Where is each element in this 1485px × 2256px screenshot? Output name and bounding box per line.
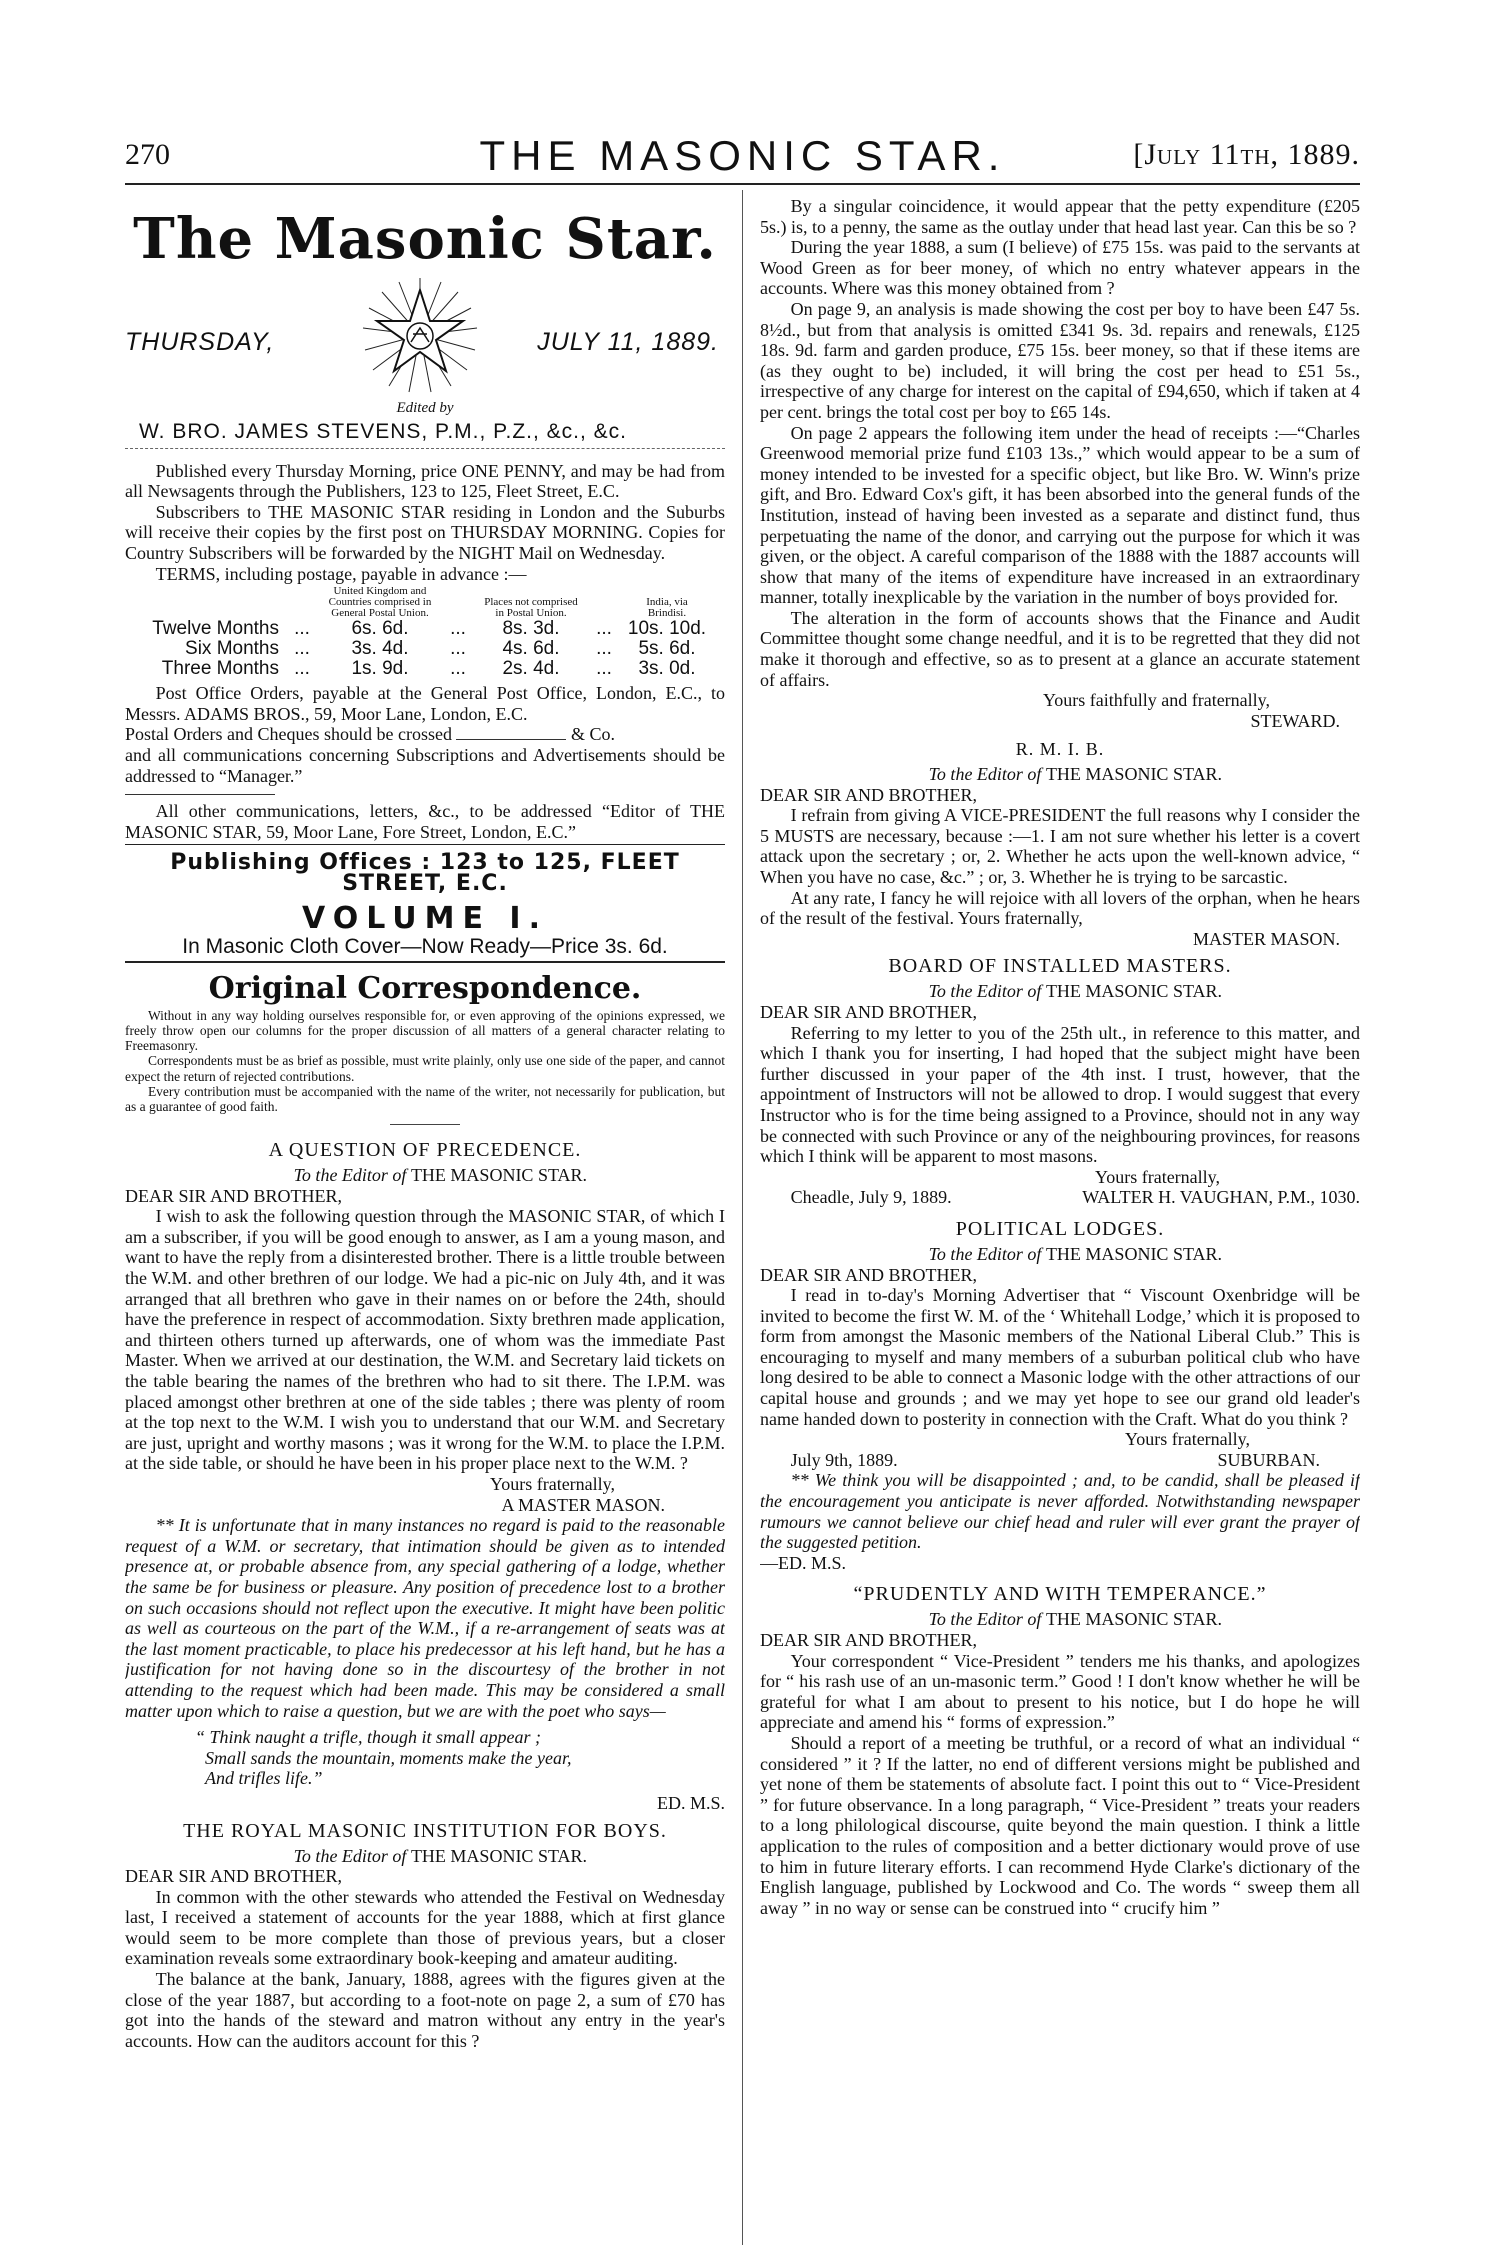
correspondence-disclaimer: Without in any way holding ourselves responsible for, or even approving of the opinions expressed, we freely throw open our columns for the proper discussion of all matters of a general character relating to Freemasonry. Correspondents must be as brief as possible, must write plainly, only use one side of the paper, and cannot expect the return of rejected contributions. Every contribution must be accompanied with the name of the writer, not necessarily for publication, but as a guarantee of good faith. [125, 1007, 725, 1114]
letter-signature-line: Cheadle, July 9, 1889. WALTER H. VAUGHAN, P.M., 1030. [790, 1187, 1360, 1208]
subscribers-notice: Subscribers to THE MASONIC STAR residing in London and the Suburbs will receive their copies by the first post on THURSDAY MORNING. Copies for Country Subscribers will be forwarded by the NIGHT Mail on Wednesday. [125, 501, 725, 563]
letter-addressee: To the Editor of THE MASONIC STAR. [928, 764, 1223, 785]
rule [390, 1124, 460, 1125]
cloth-cover-notice: In Masonic Cloth Cover—Now Ready—Price 3s. 6d. [125, 937, 725, 964]
editor-address: All other communications, letters, &c., to be addressed “Editor of THE MASONIC STAR, 59, Moor Lane, Fore Street, London, E.C.” [125, 801, 725, 845]
table-row: Six Months ... 3s. 4d. ... 4s. 6d. ... 5s. 6d. [185, 638, 696, 660]
editor-name: W. BRO. JAMES STEVENS, P.M., P.Z., &c., &c. [139, 419, 627, 443]
quoted-verse: “ Think naught a trifle, though it small appear ; Small sands the mountain, moments make the year, And trifles life.” [195, 1727, 572, 1789]
letter-title: R. M. I. B. [1015, 739, 1105, 760]
letter-addressee: To the Editor of THE MASONIC STAR. [928, 1243, 1223, 1264]
letter-addressee: To the Editor of THE MASONIC STAR. [293, 1845, 588, 1866]
letter-body: In common with the other stewards who attended the Festival on Wednesday last, I received a statement of accounts for the year 1888, which at first glance would seem to be more complete than those of previous years, but a closer examination reveals some extraordinary book-keeping and amateur auditing. [125, 1886, 725, 1969]
letter-salutation: DEAR SIR AND BROTHER, [760, 1001, 978, 1022]
running-title: THE MASONIC STAR. [479, 132, 1006, 179]
price-col-header: Places not comprised in Postal Union. [484, 596, 578, 620]
column-divider [742, 190, 743, 2245]
letter-body: I refrain from giving A VICE-PRESIDENT the full reasons why I consider the 5 MUSTS are necessary, because :—1. I am not sure whether his letter is a covert attack upon the secretary ; or, 2. Whether he acts upon the well-known advice, “ When you have no case, &c.” ; or, 3. Whether he is trying to be sarcastic. [760, 805, 1360, 887]
terms-heading: TERMS, including postage, payable in advance :— [155, 563, 527, 584]
letter-body: On page 2 appears the following item under the head of receipts :—“Charles Greenwood memorial prize fund £103 13s.,” which would appear to be a sum of money intended to be invested for a specific object, but like Bro. W. Winn's prize gift, and Bro. Edward Cox's gift, it has been absorbed into the general funds of the Institution, instead of having been invested as a separate and distinct fund, thus perpetuating the name of the donor, and carrying out the purpose for which it was given, or the object. A careful comparison of the 1888 with the 1887 accounts will show that many of the items of expenditure have increased in an extraordinary manner, totally inexplicable by the variation in the number of boys provided for. [760, 422, 1360, 608]
letter-body: The balance at the bank, January, 1888, agrees with the figures given at the close of the year 1887, but according to a foot-note on page 2, a sum of £70 has got into the hands of the steward and matron without any entry in the year's accounts. How can the auditors account for this ? [125, 1969, 725, 2051]
letter-salutation: DEAR SIR AND BROTHER, [760, 1630, 978, 1650]
letter-salutation: DEAR SIR AND BROTHER, [760, 784, 978, 805]
header-rule [125, 183, 1360, 185]
letter-title: POLITICAL LODGES. [955, 1217, 1165, 1240]
letter-closing: Yours fraternally, [490, 1474, 615, 1495]
editor-note: ** We think you will be disappointed ; and, to be candid, shall be pleased if the encouragement you anticipate is never afforded. Notwithstanding newspaper rumours we cannot believe our chief head and ruler will ever grant the prayer of the suggested petition. [760, 1470, 1360, 1553]
edited-by-label: Edited by [396, 400, 454, 416]
letter-salutation: DEAR SIR AND BROTHER, [760, 1264, 978, 1285]
letter-body: Referring to my letter to you of the 25th ult., in reference to this matter, and which I thank you for inserting, I had hoped that the subject might have been further discussed in your paper of the 4th inst. I trust, however, that the appointment of Instructors will not be allowed to drop. I would suggest that every Instructor who is for the time being assigned to a Province, should not in any way be connected with such Province or any of the neighbouring provinces, for reasons which I think will be apparent to most masons. [760, 1022, 1360, 1167]
masthead-emblem-row [125, 276, 725, 394]
letter-body: By a singular coincidence, it would appear that the petty expenditure (£205 5s.) is, to a penny, the same as the outlay under that head last year. Can this be so ? [760, 196, 1360, 237]
running-header [125, 124, 1360, 182]
letter-body: Should a report of a meeting be truthful, or a record of what an individual “ considered ” it ? If the latter, no end of different versions might be published and yet none of them be statements of absolute fact. I point this out to “ Vice-President ” for future observance. In a long paragraph, “ Vice-President ” treats your readers to a long philological discourse, quite beyond the main question. I think a little application to the rules of composition and a better dictionary would prove of use to him in future literary efforts. I can recommend Hyde Clarke's dictionary of the English language, published by Lockwood and Co. The words “ sweep them all away ” in no way or sense can be construed into “ crucify him ” [760, 1732, 1360, 1918]
section-heading: Original Correspondence. [208, 971, 642, 1007]
left-column [125, 196, 725, 2244]
letter-body: I read in to-day's Morning Advertiser that “ Viscount Oxenbridge will be invited to become the first W. M. of the ‘ Whitehall Lodge,’ which it is proposed to form from amongst the Masonic members of the National Liberal Club.” This is encouraging to myself and many members of a suburban political club who have long desired to be able to connect a Masonic lodge with the other attractions of our capital house and grounds ; and we may yet hope to see our grand old leader's name handed down to posterity in connection with the Craft. What do you think ? [760, 1285, 1360, 1429]
letter-body: At any rate, I fancy he will rejoice with all lovers of the orphan, when he hears of the result of the festival. Yours fraternally, [760, 887, 1360, 929]
subscription-price-table [125, 586, 711, 679]
editor-initials: ED. M.S. [656, 1792, 725, 1813]
volume-heading: VOLUME I. [302, 900, 548, 936]
postal-orders-crossed: Postal Orders and Cheques should be crossed & Co. [125, 724, 615, 745]
letter-title: BOARD OF INSTALLED MASTERS. [888, 955, 1232, 978]
letter-body: I wish to ask the following question through the MASONIC STAR, of which I am a subscriber, if you will be good enough to answer, as I am a young mason, and want to have the reply from a disinterested brother. There is a little trouble between the W.M. and other brethren of our lodge. We had a pic-nic on July 4th, and it was arranged that all brethren who gave in their names on or before the 24th, should have the preference in respect of accommodation. Sixty brethren made application, and thirteen others turned up afterwards, one of whom was the immediate Past Master. When we arrived at our destination, the W.M. and Secretary laid tickets on the table bearing the names of the brethren who had to sit there. The I.P.M. was placed amongst other brethren at one of the side tables ; there was plenty of room at the top next to the W.M. I wish you to understand that our W.M. and Secretary are just, upright and worthy masons ; was it wrong for the W.M. to place the I.P.M. at the side table, or should he have been in his proper place next to the W.M. ? [125, 1206, 725, 1474]
table-row: Three Months ... 1s. 9d. ... 2s. 4d. ... 3s. 0d. [161, 658, 696, 680]
right-column [760, 196, 1360, 2244]
masthead-day: THURSDAY, [125, 328, 275, 356]
editor-note: ** It is unfortunate that in many instances no regard is paid to the reasonable request of a W.M. or secretary, that intimation should be given as to intended presence at, or probable absence from, any special gathering of a lodge, whether the same be for business or pleasure. Any position of precedence lost to a brother on such occasions should not reflect upon the executive. It might have been politic as well as courteous on the part of the W.M., if a re-arrangement of seats was at the last moment practicable, to place his predecessor at his left hand, but he has a justification for not having done so in the discourtesy of the brother in not attending to the request which had been made. This may be considered a small matter upon which to raise a question, but we are with the poet who says— [125, 1515, 725, 1721]
letter-closing: Yours fraternally, [1095, 1166, 1220, 1187]
issue-date: [July 11th, 1889. [1133, 138, 1360, 171]
letter-salutation: DEAR SIR AND BROTHER, [125, 1185, 343, 1206]
letter-signature-line: July 9th, 1889. SUBURBAN. [790, 1449, 1320, 1470]
letter-body: The alteration in the form of accounts shows that the Finance and Audit Committee thought some change needful, and it is to be regretted that they did not make it thorough and effective, so as to present at a glance an accurate statement of affairs. [760, 607, 1360, 690]
post-office-orders: Post Office Orders, payable at the General Post Office, London, E.C., to Messrs. ADAMS BROS., 59, Moor Lane, London, E.C. [125, 683, 725, 724]
table-row: Twelve Months ... 6s. 6d. ... 8s. 3d. ... 10s. 10d. [152, 618, 707, 640]
letter-title: A QUESTION OF PRECEDENCE. [268, 1139, 582, 1162]
letter-addressee: To the Editor of THE MASONIC STAR. [928, 1609, 1223, 1630]
rule [125, 794, 275, 795]
masonic-star-emblem-icon [345, 276, 495, 394]
letter-signature: A MASTER MASON. [501, 1494, 665, 1515]
letter-title: THE ROYAL MASONIC INSTITUTION FOR BOYS. [183, 1819, 667, 1842]
letter-signature: MASTER MASON. [1192, 928, 1340, 949]
price-col-header: United Kingdom and Countries comprised in General Postal Union. [328, 585, 432, 620]
price-col-header: India, via Brindisi. [646, 596, 688, 620]
letter-body: On page 9, an analysis is made showing the cost per boy to have been £47 5s. 8½d., but from that analysis is omitted £341 9s. 3d. repairs and renewals, £125 18s. 9d. farm and garden produce, £75 15s. beer money, so that if these items are (as they ought to be) included, it will bring the cost per head to £51 5s., irrespective of any charge for interest on the capital of £94,650, which if taken at 4 per cent. brings the total cost per boy to £65 14s. [760, 298, 1360, 422]
letter-signature: STEWARD. [1250, 710, 1340, 731]
page-number: 270 [125, 138, 170, 171]
letter-addressee: To the Editor of THE MASONIC STAR. [928, 981, 1223, 1002]
masthead-rule [125, 448, 725, 449]
publishing-offices: Publishing Offices : 123 to 125, FLEET STREET, E.C. [170, 850, 680, 896]
letter-body: During the year 1888, a sum (I believe) of £75 15s. was paid to the servants at Wood Green as for beer money, of which no entry whatever appears in the accounts. Where was this money obtained from ? [760, 237, 1360, 299]
manager-address: and all communications concerning Subscriptions and Advertisements should be addressed to “Manager.” [125, 744, 725, 786]
letter-addressee: To the Editor of THE MASONIC STAR. [293, 1165, 588, 1186]
letter-body: Your correspondent “ Vice-President ” tenders me his thanks, and apologizes for “ his rash use of an un-masonic term.” Good ! I don't know whether he will be grateful for what I am about to present to his notice, but I do hope he will appreciate and amend his “ forms of expression.” [760, 1650, 1360, 1733]
letter-title: “PRUDENTLY AND WITH TEMPERANCE.” [853, 1583, 1267, 1606]
editor-initials: —ED. M.S. [760, 1552, 847, 1573]
publication-notice: Published every Thursday Morning, price ONE PENNY, and may be had from all Newsagents through the Publishers, 123 to 125, Fleet Street, E.C. [125, 460, 725, 502]
letter-salutation: DEAR SIR AND BROTHER, [125, 1866, 343, 1887]
masthead-date: JULY 11, 1889. [537, 328, 719, 356]
letter-closing: Yours fraternally, [1125, 1429, 1250, 1450]
letter-closing: Yours faithfully and fraternally, [1043, 690, 1270, 711]
masthead-title: The Masonic Star. [133, 206, 717, 272]
